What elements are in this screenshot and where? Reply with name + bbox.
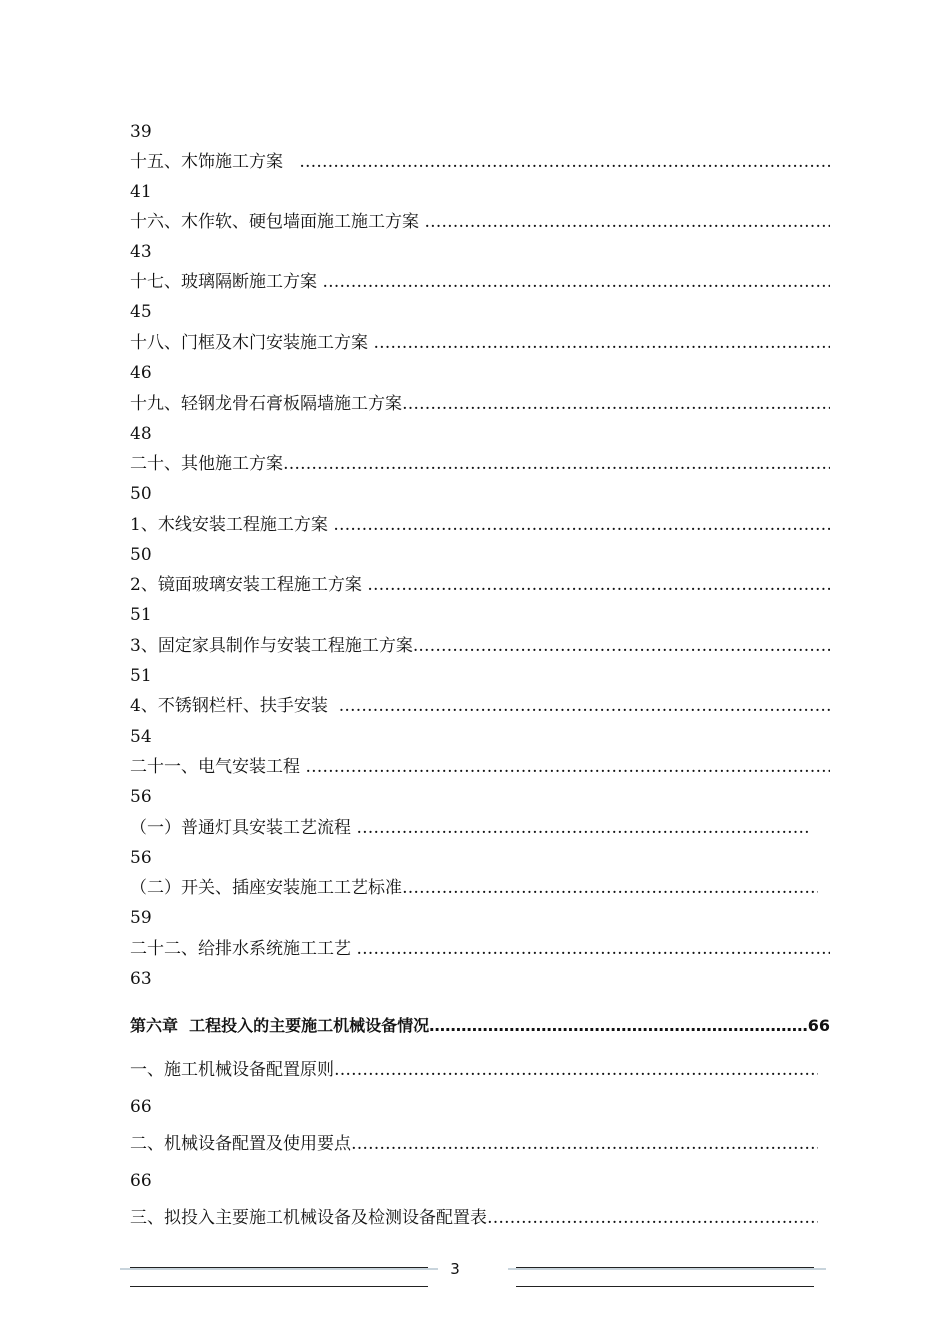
toc-page-number: 50 bbox=[130, 545, 152, 565]
toc-page-number: 51 bbox=[130, 605, 152, 625]
toc-page-number: 39 bbox=[130, 122, 152, 142]
chapter-heading: 第六章 工程投入的主要施工机械设备情况 ………………………………………………………………………………………………………………………………………………………………………………………………………… 66 bbox=[130, 1016, 830, 1036]
toc-page-number: 66 bbox=[130, 1171, 152, 1191]
toc-entry: 2、镜面玻璃安装工程施工方案 ………………………………………………………………………………………………………………………………………………………………………………………………………… bbox=[130, 575, 830, 595]
toc-page-number: 50 bbox=[130, 484, 152, 504]
toc-page-number: 54 bbox=[130, 727, 152, 747]
toc-entry: 十九、轻钢龙骨石膏板隔墙施工方案 ………………………………………………………………………………………………………………………………………………………………………………………………………… bbox=[130, 394, 830, 414]
toc-page-number: 51 bbox=[130, 666, 152, 686]
toc-page-number: 41 bbox=[130, 182, 152, 202]
footer-rule-right bbox=[516, 1267, 814, 1268]
footer-rule-right-bottom bbox=[516, 1286, 814, 1287]
footer-rule-left bbox=[130, 1267, 428, 1268]
toc-page-number: 66 bbox=[130, 1097, 152, 1117]
toc-entry: 十八、门框及木门安装施工方案 ………………………………………………………………………………………………………………………………………………………………………………………………………… bbox=[130, 333, 830, 353]
toc-page-number: 56 bbox=[130, 848, 152, 868]
toc-entry: 十七、玻璃隔断施工方案 ………………………………………………………………………………………………………………………………………………………………………………………………………… bbox=[130, 272, 830, 292]
toc-page-number: 46 bbox=[130, 363, 152, 383]
toc-entry: 二十、其他施工方案 ………………………………………………………………………………………………………………………………………………………………………………………………………… bbox=[130, 454, 830, 474]
page-number: 3 bbox=[450, 1260, 460, 1278]
footer-rule-left-light bbox=[120, 1268, 438, 1270]
toc-page-number: 45 bbox=[130, 302, 152, 322]
toc-entry: 3、固定家具制作与安装工程施工方案. ………………………………………………………………………………………………………………………………………………………………………………………………………… bbox=[130, 636, 830, 656]
toc-entry: 一、施工机械设备配置原则 ………………………………………………………………………………………………………………………………………………………………………………………………………… bbox=[130, 1060, 818, 1080]
toc-entry: 十五、木饰施工方案 ………………………………………………………………………………………………………………………………………………………………………………………………………… bbox=[130, 152, 830, 172]
toc-entry: 十六、木作软、硬包墙面施工施工方案 ………………………………………………………………………………………………………………………………………………………………………………………………………… bbox=[130, 212, 830, 232]
toc-entry: 4、不锈钢栏杆、扶手安装 ………………………………………………………………………………………………………………………………………………………………………………………………………… bbox=[130, 696, 830, 716]
toc-page-number: 48 bbox=[130, 424, 152, 444]
toc-entry: 二十一、电气安装工程 ………………………………………………………………………………………………………………………………………………………………………………………………………… bbox=[130, 757, 830, 777]
footer-rule-left-bottom bbox=[130, 1286, 428, 1287]
toc-page-number: 56 bbox=[130, 787, 152, 807]
toc-entry: （一）普通灯具安装工艺流程 ………………………………………………………………………………………………………………………………………………………………………………………………………… bbox=[130, 818, 808, 838]
footer-rule-right-light bbox=[508, 1268, 826, 1270]
toc-page-number: 63 bbox=[130, 969, 152, 989]
toc-page-number: 59 bbox=[130, 908, 152, 928]
toc-entry: 二、机械设备配置及使用要点 ………………………………………………………………………………………………………………………………………………………………………………………………………… bbox=[130, 1134, 818, 1154]
toc-entry: 二十二、给排水系统施工工艺 ………………………………………………………………………………………………………………………………………………………………………………………………………… bbox=[130, 939, 830, 959]
toc-entry: （二）开关、插座安装施工工艺标准 ………………………………………………………………………………………………………………………………………………………………………………………………………… bbox=[130, 878, 818, 898]
toc-entry: 三、拟投入主要施工机械设备及检测设备配置表 ………………………………………………………………………………………………………………………………………………………………………………………………………… bbox=[130, 1208, 818, 1228]
toc-entry: 1、木线安装工程施工方案 ………………………………………………………………………………………………………………………………………………………………………………………………………… bbox=[130, 515, 830, 535]
toc-page-number: 43 bbox=[130, 242, 152, 262]
